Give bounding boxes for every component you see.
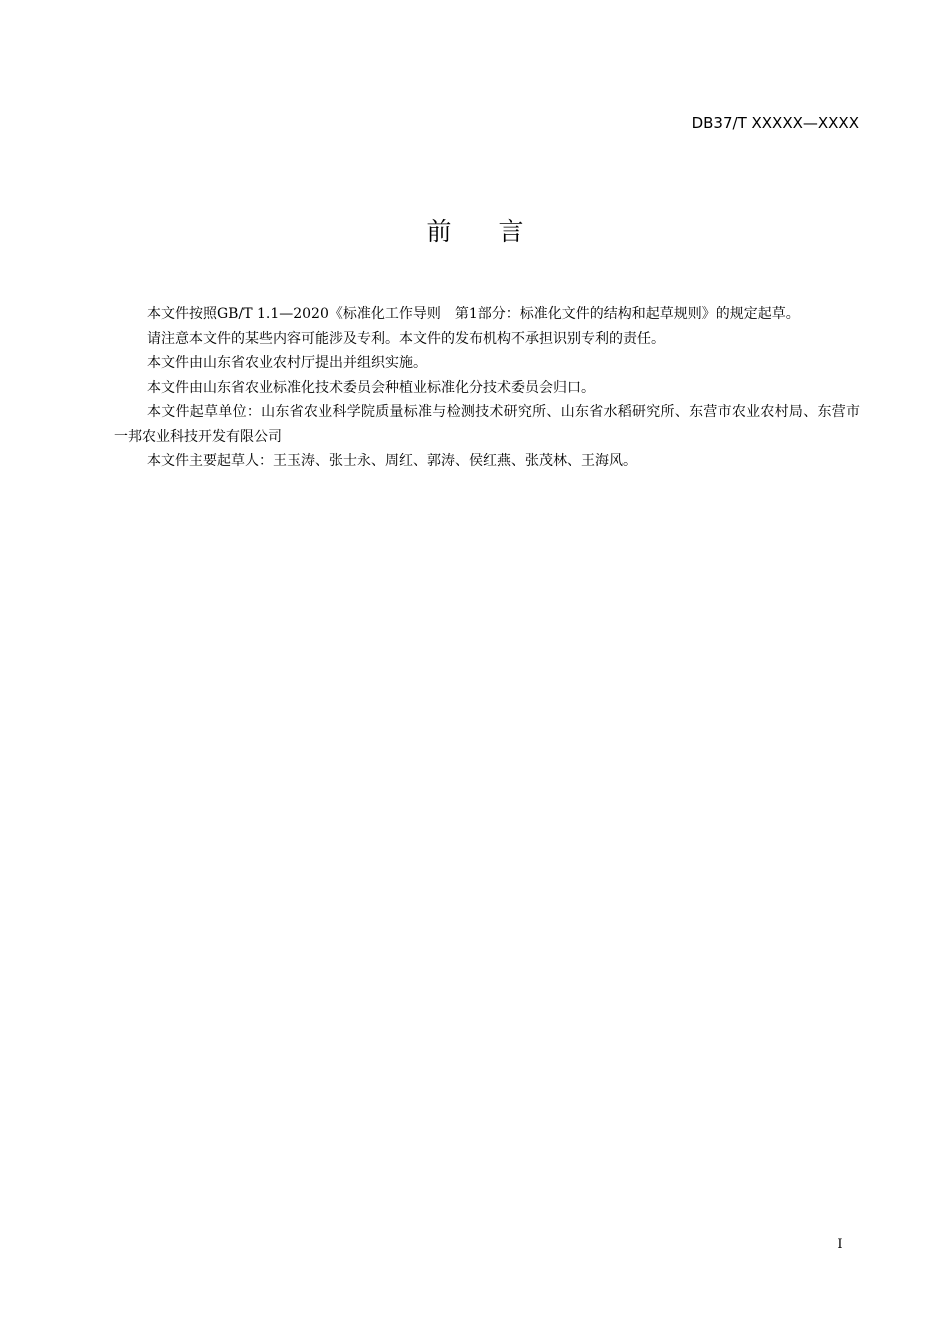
paragraph-drafting-rules: 本文件按照GB/T 1.1—2020《标准化工作导则 第1部分：标准化文件的结构和起草规则》的规定起草。 — [147, 306, 800, 322]
page-number: I — [837, 1237, 843, 1252]
paragraph-proposer: 本文件由山东省农业农村厅提出并组织实施。 — [147, 355, 427, 371]
paragraph-patent-notice: 请注意本文件的某些内容可能涉及专利。本文件的发布机构不承担识别专利的责任。 — [147, 330, 665, 347]
page-title: 前言 — [426, 217, 571, 246]
paragraph-committee: 本文件由山东省农业标准化技术委员会种植业标准化分技术委员会归口。 — [147, 379, 595, 396]
paragraph-drafters: 本文件主要起草人：王玉涛、张士永、周红、郭涛、侯红燕、张茂林、王海风。 — [147, 453, 637, 469]
foreword-body — [114, 302, 860, 474]
paragraph-drafting-units: 本文件起草单位：山东省农业科学院质量标准与检测技术研究所、山东省水稻研究所、东营市农业农村局、东营市一邦农业科技开发有限公司 — [114, 404, 860, 445]
document-code: DB37/T XXXXX—XXXX — [691, 114, 859, 132]
